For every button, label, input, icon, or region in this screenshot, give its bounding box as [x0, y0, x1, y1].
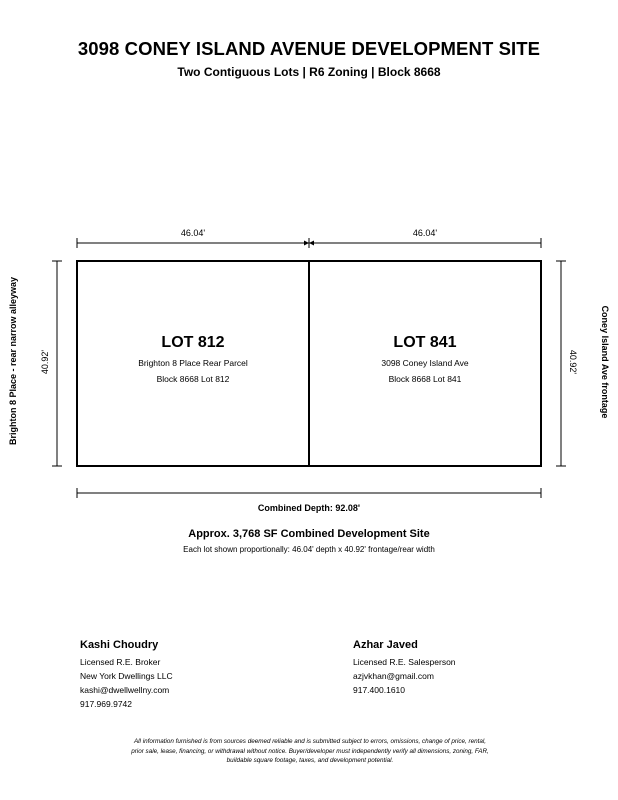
disclaimer: All information furnished is from sources deemed reliable and is submitted subject to errors, omissions, change of price, rental, prior sale, lease, financing, or withdrawal without notice. Buyer/developer must independently verify all dimensions, zoning, FAR, buildable square footage, taxes, and development potential. [131, 738, 489, 764]
contact-email[interactable]: azjvkhan@gmail.com [353, 671, 434, 681]
lot-812-description: Brighton 8 Place Rear Parcel [138, 358, 248, 368]
lot-841-title: LOT 841 [393, 334, 457, 351]
left-dimension-line [52, 261, 62, 466]
contact-card-salesperson [353, 637, 573, 697]
contact-card-broker [80, 637, 300, 711]
contact-email[interactable]: kashi@dwellwellny.com [80, 685, 170, 695]
top-dimension-label-lot-841: 46.04' [412, 228, 438, 238]
top-dimension-label-lot-812: 46.04' [180, 228, 206, 238]
lot-841-description: 3098 Coney Island Ave [381, 358, 469, 368]
right-dimension-line [556, 261, 566, 466]
lot-812-title: LOT 812 [161, 334, 225, 351]
left-side-label: Brighton 8 Place - rear narrow alleyway [8, 276, 18, 446]
lot-812-block-lot: Block 8668 Lot 812 [156, 374, 230, 384]
page-title: 3098 CONEY ISLAND AVENUE DEVELOPMENT SITE [77, 38, 541, 59]
left-dimension-label: 40.92' [40, 349, 50, 375]
contact-title: Licensed R.E. Salesperson [353, 657, 456, 667]
contact-phone[interactable]: 917.400.1610 [353, 685, 405, 695]
contact-name: Kashi Choudry [80, 639, 159, 651]
right-dimension-label: 40.92' [568, 349, 578, 375]
proportion-note: Each lot shown proportionally: 46.04' depth x 40.92' frontage/rear width [183, 545, 435, 554]
page-subtitle: Two Contiguous Lots | R6 Zoning | Block 8668 [177, 65, 441, 79]
combined-depth-label: Combined Depth: 92.08' [257, 503, 361, 513]
combined-area-label: Approx. 3,768 SF Combined Development Site [188, 528, 430, 540]
lot-841-block-lot: Block 8668 Lot 841 [388, 374, 462, 384]
contact-name: Azhar Javed [353, 639, 418, 651]
contact-company: New York Dwellings LLC [80, 671, 173, 681]
combined-depth-line [77, 488, 541, 498]
right-side-label: Coney Island Ave frontage [600, 305, 610, 419]
contact-title: Licensed R.E. Broker [80, 657, 161, 667]
contact-phone[interactable]: 917.969.9742 [80, 699, 132, 709]
top-dimension-line [77, 238, 541, 248]
